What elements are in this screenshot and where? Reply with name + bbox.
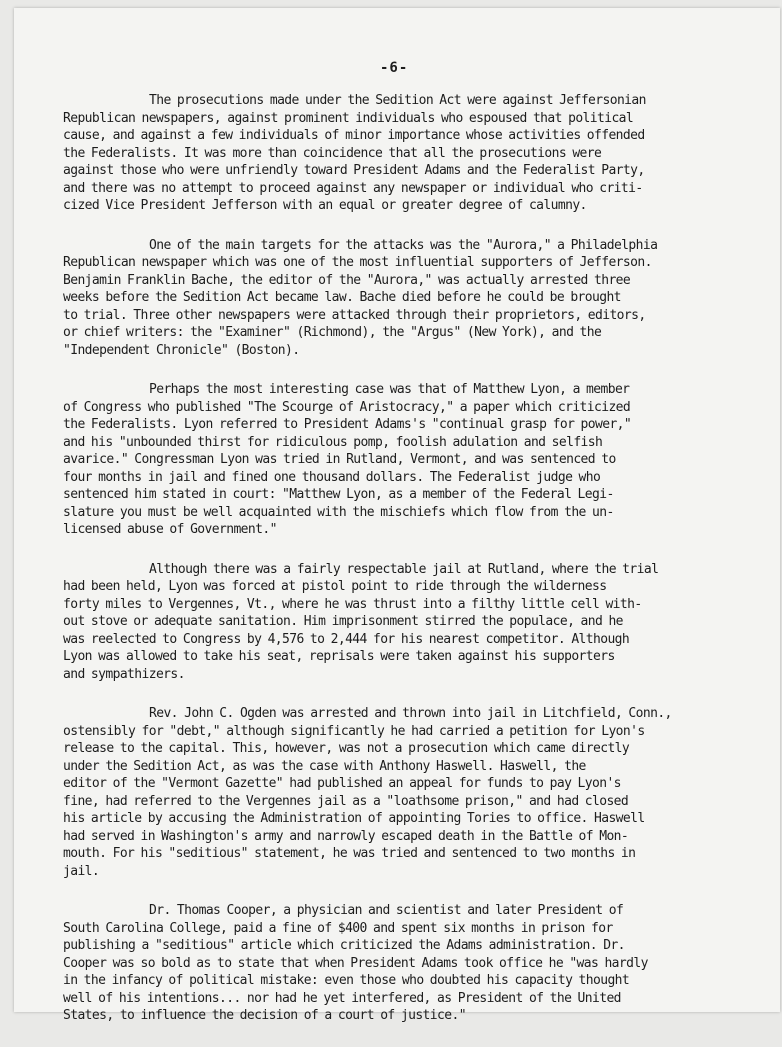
- text-line: South Carolina College, paid a fine of $400 and spent six months in prison for: [63, 920, 613, 936]
- text-line: forty miles to Vergennes, Vt., where he was thrust into a filthy little cell with-: [63, 596, 642, 612]
- text-line: ostensibly for "debt," although significantly he had carried a petition for Lyon's: [63, 723, 645, 739]
- text-line: Republican newspapers, against prominent individuals who espoused that political: [63, 110, 634, 126]
- paragraph: [63, 902, 773, 1025]
- text-line: sentenced him stated in court: "Matthew Lyon, as a member of the Federal Legi-: [63, 487, 614, 502]
- text-line: The prosecutions made under the Sedition Act were against Jeffersonian: [149, 93, 646, 108]
- text-line: and there was no attempt to proceed against any newspaper or individual who criti-: [63, 180, 643, 196]
- text-line: mouth. For his "seditious" statement, he was tried and sentenced to two months in: [63, 846, 636, 861]
- document-page: [14, 8, 780, 1023]
- text-line: out stove or adequate sanitation. Him imprisonment stirred the populace, and he: [63, 614, 623, 629]
- text-line: was reelected to Congress by 4,576 to 2,444 for his nearest competitor. Although: [63, 631, 630, 647]
- text-line: Rev. John C. Ogden was arrested and thrown into jail in Litchfield, Conn.,: [149, 706, 672, 721]
- text-line: Perhaps the most interesting case was that of Matthew Lyon, a member: [149, 382, 630, 397]
- text-line: "Independent Chronicle" (Boston).: [63, 342, 300, 358]
- text-line: States, to influence the decision of a court of justice.": [63, 1008, 466, 1023]
- text-line: against those who were unfriendly toward President Adams and the Federalist Party,: [63, 163, 645, 178]
- text-line: had been held, Lyon was forced at pistol point to ride through the wilderness: [63, 579, 607, 594]
- text-line: publishing a "seditious" article which criticized the Adams administration. Dr.: [63, 938, 625, 953]
- text-line: the Federalists. It was more than coincidence that all the prosecutions were: [63, 145, 602, 161]
- text-line: in the infancy of political mistake: even those who doubted his capacity thought: [63, 973, 630, 988]
- paragraph: [63, 561, 773, 684]
- text-line: Republican newspaper which was one of the most influential supporters of Jefferson.: [63, 255, 652, 270]
- paragraph: [63, 237, 773, 360]
- text-line: avarice." Congressman Lyon was tried in Rutland, Vermont, and was sentenced to: [63, 452, 616, 467]
- paragraph: [63, 705, 773, 880]
- text-line: Cooper was so bold as to state that when President Adams took office he "was hardly: [63, 955, 648, 971]
- text-line: and his "unbounded thirst for ridiculous pomp, foolish adulation and selfish: [63, 434, 603, 450]
- text-line: had served in Washington's army and narrowly escaped death in the Battle of Mon-: [63, 828, 629, 844]
- text-line: the Federalists. Lyon referred to President Adams's "continual grasp for power,": [63, 417, 632, 432]
- text-line: Dr. Thomas Cooper, a physician and scientist and later President of: [149, 903, 624, 918]
- text-line: to trial. Three other newspapers were attacked through their proprietors, editors,: [63, 307, 646, 323]
- paragraph: [63, 92, 773, 215]
- text-line: Benjamin Franklin Bache, the editor of the "Aurora," was actually arrested three: [63, 272, 631, 288]
- text-line: well of his intentions... nor had he yet interfered, as President of the United: [63, 990, 621, 1006]
- document-body: [63, 92, 773, 1047]
- text-line: four months in jail and fined one thousand dollars. The Federalist judge who: [63, 469, 601, 485]
- text-line: cause, and against a few individuals of minor importance whose activities offended: [63, 128, 645, 143]
- text-line: or chief writers: the "Examiner" (Richmond), the "Argus" (New York), and the: [63, 325, 602, 340]
- text-line: and sympathizers.: [63, 666, 185, 682]
- text-line: weeks before the Sedition Act became law. Bache died before he could be brought: [63, 290, 621, 305]
- text-line: Lyon was allowed to take his seat, reprisals were taken against his supporters: [63, 649, 615, 664]
- text-line: under the Sedition Act, as was the case with Anthony Haswell. Haswell, the: [63, 758, 586, 774]
- text-line: release to the capital. This, however, was not a prosecution which came directly: [63, 741, 630, 756]
- text-line: of Congress who published "The Scourge of Aristocracy," a paper which criticized: [63, 399, 631, 415]
- paragraph: [63, 381, 773, 539]
- text-line: jail.: [63, 863, 100, 879]
- text-line: fine, had referred to the Vergennes jail as a "loathsome prison," and had closed: [63, 793, 629, 809]
- text-line: One of the main targets for the attacks was the "Aurora," a Philadelphia: [149, 237, 658, 253]
- text-line: Although there was a fairly respectable jail at Rutland, where the trial: [149, 561, 659, 577]
- page-number: -6-: [380, 60, 409, 76]
- text-line: slature you must be well acquainted with the mischiefs which flow from the un-: [63, 504, 614, 520]
- text-line: his article by accusing the Administration of appointing Tories to office. Haswell: [63, 811, 645, 826]
- text-line: licensed abuse of Government.": [63, 522, 277, 537]
- text-line: cized Vice President Jefferson with an equal or greater degree of calumny.: [63, 198, 587, 213]
- text-line: editor of the "Vermont Gazette" had published an appeal for funds to pay Lyon's: [63, 776, 621, 791]
